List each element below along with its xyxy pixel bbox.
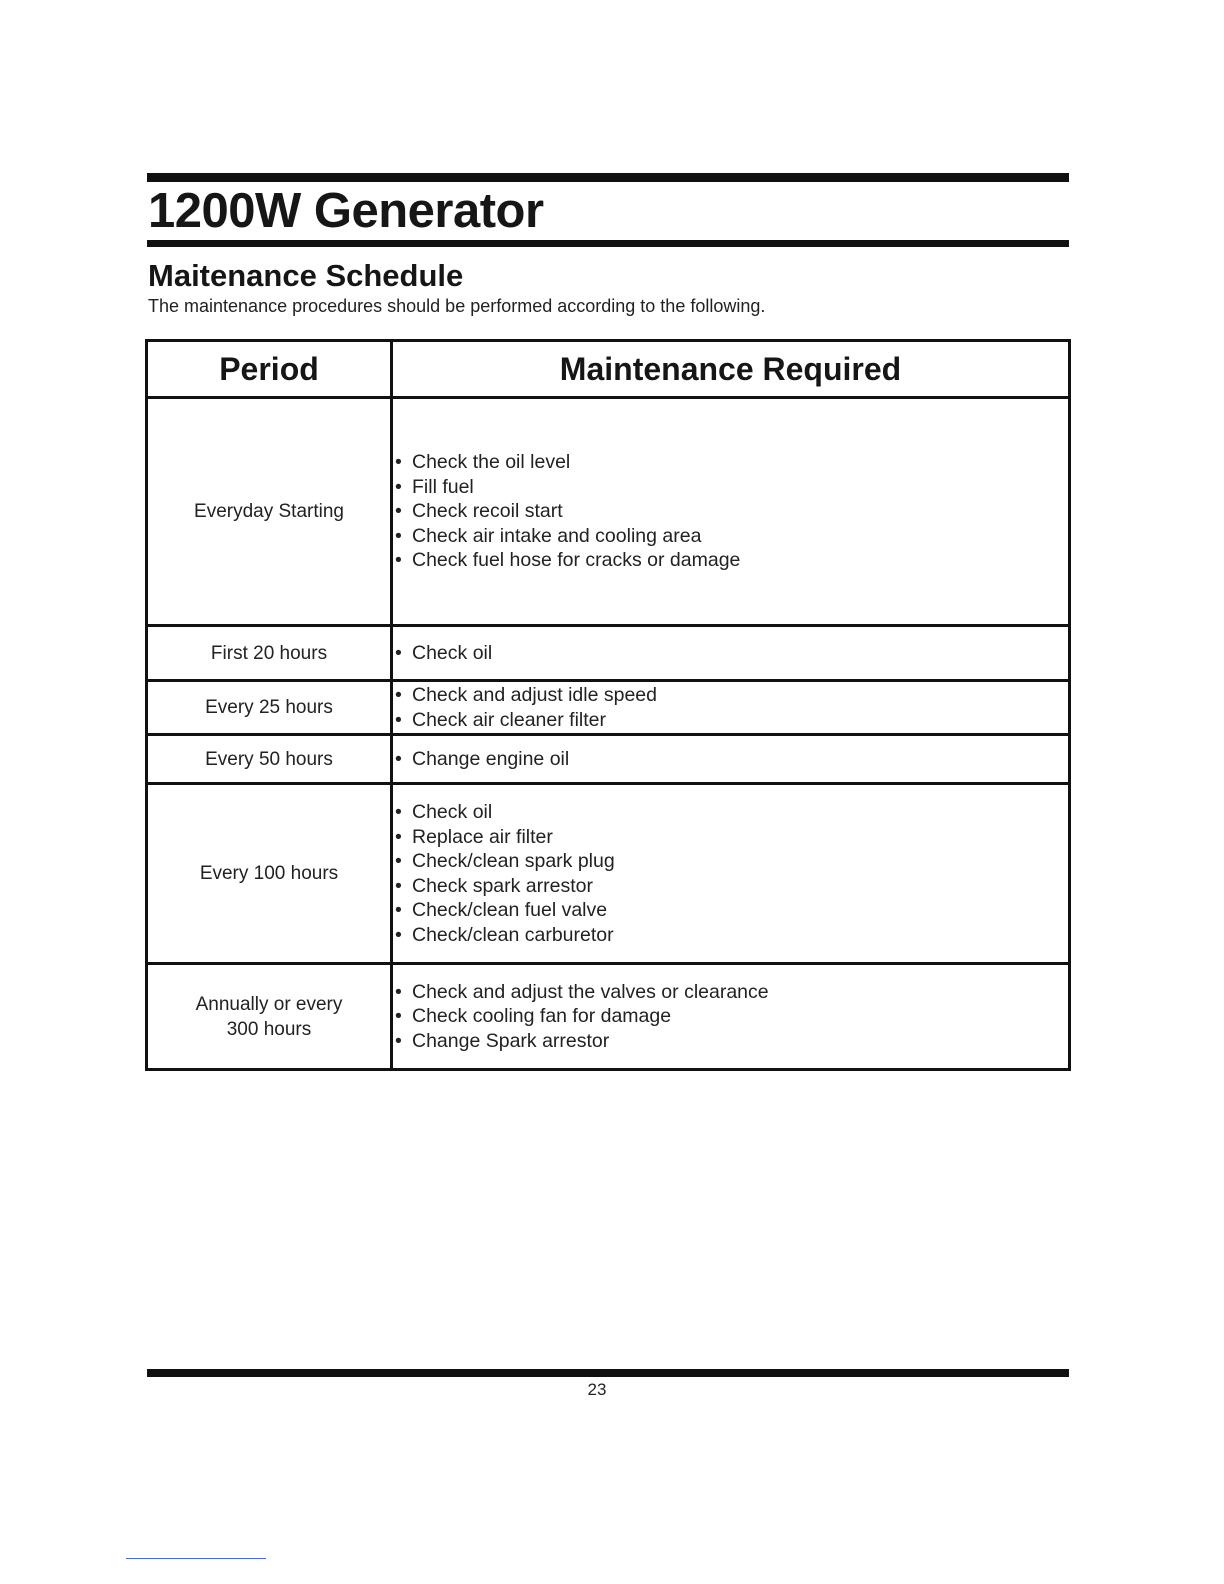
section-title: Maitenance Schedule — [148, 258, 464, 293]
maintenance-item: • Replace air filter — [393, 825, 1068, 850]
maintenance-item: • Check air intake and cooling area — [393, 524, 1068, 549]
maintenance-cell — [392, 964, 1070, 1070]
maintenance-cell — [392, 735, 1070, 784]
maintenance-item: • Change Spark arrestor — [393, 1029, 1068, 1054]
maintenance-item: • Check oil — [393, 800, 1068, 825]
maintenance-item: • Check fuel hose for cracks or damage — [393, 548, 1068, 573]
header-period: Period — [147, 341, 392, 398]
maintenance-schedule-table — [145, 339, 1071, 1071]
title-underline-rule — [147, 240, 1069, 247]
maintenance-list — [393, 450, 1068, 573]
top-rule — [147, 173, 1069, 182]
intro-text: The maintenance procedures should be performed according to the following. — [148, 296, 766, 316]
table-header-row — [147, 341, 1070, 398]
header-maintenance-required: Maintenance Required — [392, 341, 1070, 398]
period-cell — [147, 964, 392, 1070]
corner-mark-line — [126, 1558, 266, 1559]
maintenance-item: • Fill fuel — [393, 475, 1068, 500]
period-cell: Everyday Starting — [147, 398, 392, 626]
table-row — [147, 735, 1070, 784]
maintenance-item: • Check/clean fuel valve — [393, 898, 1068, 923]
maintenance-item: • Check and adjust the valves or clearance — [393, 980, 1068, 1005]
table-row — [147, 626, 1070, 681]
period-cell: Every 50 hours — [147, 735, 392, 784]
maintenance-item: • Check spark arrestor — [393, 874, 1068, 899]
maintenance-item: • Check oil — [393, 641, 1068, 666]
period-cell: First 20 hours — [147, 626, 392, 681]
maintenance-cell — [392, 398, 1070, 626]
maintenance-item: • Check and adjust idle speed — [393, 683, 1068, 708]
maintenance-list — [393, 800, 1068, 947]
maintenance-item: • Check air cleaner filter — [393, 708, 1068, 733]
period-line: 300 hours — [226, 1018, 312, 1040]
maintenance-item: • Check cooling fan for damage — [393, 1004, 1068, 1029]
maintenance-list — [393, 980, 1068, 1054]
maintenance-item: • Check recoil start — [393, 499, 1068, 524]
footer-rule — [147, 1369, 1069, 1377]
table-row — [147, 681, 1070, 735]
maintenance-list — [393, 641, 1068, 666]
maintenance-item: • Change engine oil — [393, 747, 1068, 772]
period-cell: Every 25 hours — [147, 681, 392, 735]
period-line: Annually or every — [195, 993, 343, 1015]
page-number: 23 — [587, 1380, 607, 1399]
maintenance-cell — [392, 784, 1070, 964]
table-row — [147, 398, 1070, 626]
document-title: 1200W Generator — [148, 184, 544, 238]
maintenance-list — [393, 747, 1068, 772]
maintenance-item: • Check/clean spark plug — [393, 849, 1068, 874]
table-row — [147, 964, 1070, 1070]
table-row — [147, 784, 1070, 964]
maintenance-item: • Check/clean carburetor — [393, 923, 1068, 948]
maintenance-cell — [392, 626, 1070, 681]
period-cell: Every 100 hours — [147, 784, 392, 964]
maintenance-cell — [392, 681, 1070, 735]
maintenance-list — [393, 683, 1068, 732]
maintenance-item: • Check the oil level — [393, 450, 1068, 475]
